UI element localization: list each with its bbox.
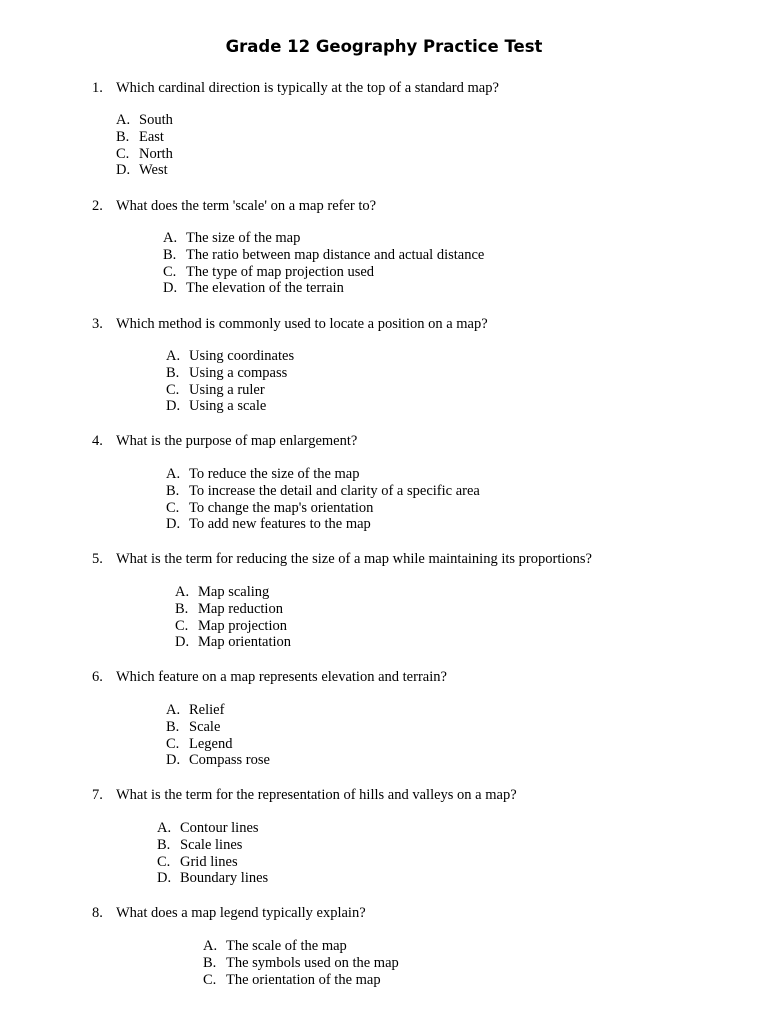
- choice-text: Using a scale: [189, 398, 267, 415]
- choice-5d: [175, 634, 291, 651]
- choice-6c: [166, 736, 270, 753]
- question-number: 7.: [92, 787, 103, 803]
- choices-list-5: [175, 584, 291, 651]
- question-2: [92, 197, 376, 215]
- choice-5a: [175, 584, 291, 601]
- choice-text: The ratio between map distance and actual distance: [186, 246, 485, 263]
- choice-text: Using a compass: [189, 364, 288, 381]
- choice-text: Using coordinates: [189, 348, 295, 364]
- choice-2d: [163, 280, 484, 297]
- choice-letter: C.: [166, 499, 180, 516]
- choice-letter: C.: [166, 735, 180, 752]
- choice-7d: [157, 870, 268, 887]
- choice-letter: C.: [175, 617, 189, 634]
- choice-5c: [175, 618, 291, 635]
- choice-4b: [166, 483, 480, 500]
- choice-letter: C.: [166, 381, 180, 398]
- question-number: 8.: [92, 905, 103, 921]
- choice-text: The size of the map: [186, 230, 301, 246]
- question-3: [92, 315, 488, 333]
- question-text: What does the term 'scale' on a map refer to?: [116, 198, 377, 214]
- choices-list-4: [166, 466, 480, 533]
- choice-letter: D.: [175, 634, 190, 651]
- choice-letter: B.: [166, 482, 180, 499]
- choice-letter: A.: [166, 702, 181, 718]
- choice-letter: A.: [203, 938, 218, 954]
- choice-2c: [163, 264, 484, 281]
- choice-text: Map orientation: [198, 634, 292, 651]
- question-text: Which cardinal direction is typically at the top of a standard map?: [116, 80, 499, 96]
- choice-letter: B.: [116, 128, 130, 145]
- question-4: [92, 432, 357, 450]
- choice-text: Contour lines: [180, 820, 259, 836]
- choice-text: Legend: [189, 735, 233, 752]
- choice-letter: A.: [157, 820, 172, 836]
- choice-letter: A.: [166, 466, 181, 482]
- choice-1a: [116, 112, 173, 129]
- choice-text: Map scaling: [198, 584, 270, 600]
- choice-3a: [166, 348, 294, 365]
- choice-7a: [157, 820, 268, 837]
- choice-1d: [116, 162, 173, 179]
- choice-letter: D.: [116, 162, 131, 179]
- choice-letter: A.: [175, 584, 190, 600]
- question-text: Which feature on a map represents elevation and terrain?: [116, 669, 447, 685]
- choice-2a: [163, 230, 484, 247]
- choice-text: East: [139, 128, 164, 145]
- choices-list-3: [166, 348, 294, 415]
- choice-3c: [166, 382, 294, 399]
- choice-6d: [166, 752, 270, 769]
- choice-text: To add new features to the map: [189, 516, 371, 533]
- choice-7b: [157, 837, 268, 854]
- choice-5b: [175, 601, 291, 618]
- choice-8a: [203, 938, 399, 955]
- choice-text: Scale: [189, 718, 221, 735]
- page-title: Grade 12 Geography Practice Test: [225, 37, 543, 56]
- choice-text: The symbols used on the map: [226, 954, 399, 971]
- choice-text: The scale of the map: [226, 938, 347, 954]
- choices-list-2: [163, 230, 484, 297]
- question-number: 4.: [92, 433, 103, 449]
- choice-letter: B.: [163, 246, 177, 263]
- choice-1b: [116, 129, 173, 146]
- choice-text: North: [139, 145, 173, 162]
- question-number: 2.: [92, 198, 103, 214]
- choice-letter: D.: [166, 516, 181, 533]
- choice-letter: B.: [203, 954, 217, 971]
- choices-list-6: [166, 702, 270, 769]
- question-text: What is the term for reducing the size of a map while maintaining its proportions?: [116, 551, 592, 567]
- choice-letter: D.: [163, 280, 178, 297]
- choice-3b: [166, 365, 294, 382]
- choice-text: To reduce the size of the map: [189, 466, 360, 482]
- question-number: 5.: [92, 551, 103, 567]
- choice-letter: A.: [163, 230, 178, 246]
- choices-list-8: [203, 938, 399, 988]
- choice-1c: [116, 146, 173, 163]
- choice-letter: C.: [163, 263, 177, 280]
- choices-list-1: [116, 112, 173, 179]
- question-number: 6.: [92, 669, 103, 685]
- choice-text: The elevation of the terrain: [186, 280, 344, 297]
- question-text: What is the purpose of map enlargement?: [116, 433, 358, 449]
- choice-2b: [163, 247, 484, 264]
- question-number: 3.: [92, 316, 103, 332]
- choice-4d: [166, 516, 480, 533]
- choice-letter: C.: [157, 853, 171, 870]
- choice-letter: A.: [166, 348, 181, 364]
- question-6: [92, 668, 447, 686]
- choice-text: Relief: [189, 702, 225, 718]
- question-5: [92, 550, 592, 568]
- choice-8b: [203, 955, 399, 972]
- choice-text: West: [139, 162, 168, 179]
- choice-letter: A.: [116, 112, 131, 128]
- choice-text: Map reduction: [198, 600, 283, 617]
- question-number: 1.: [92, 80, 103, 96]
- question-1: [92, 79, 499, 97]
- choice-7c: [157, 854, 268, 871]
- choice-3d: [166, 398, 294, 415]
- choice-letter: C.: [116, 145, 130, 162]
- choice-text: Boundary lines: [180, 870, 269, 887]
- choice-letter: D.: [166, 398, 181, 415]
- choice-6b: [166, 719, 270, 736]
- question-text: Which method is commonly used to locate a position on a map?: [116, 316, 488, 332]
- choice-text: To increase the detail and clarity of a specific area: [189, 482, 480, 499]
- choice-letter: B.: [157, 836, 171, 853]
- choice-4c: [166, 500, 480, 517]
- question-7: [92, 786, 517, 804]
- choice-text: South: [139, 112, 173, 128]
- choice-text: Map projection: [198, 617, 287, 634]
- choice-letter: B.: [166, 364, 180, 381]
- choice-letter: D.: [157, 870, 172, 887]
- question-text: What does a map legend typically explain?: [116, 905, 366, 921]
- choice-letter: C.: [203, 971, 217, 988]
- choice-text: Scale lines: [180, 836, 243, 853]
- choice-8c: [203, 972, 399, 989]
- choice-letter: D.: [166, 752, 181, 769]
- choice-text: Using a ruler: [189, 381, 265, 398]
- choice-text: To change the map's orientation: [189, 499, 374, 516]
- choice-text: The orientation of the map: [226, 971, 381, 988]
- choice-4a: [166, 466, 480, 483]
- choice-letter: B.: [166, 718, 180, 735]
- choice-letter: B.: [175, 600, 189, 617]
- choices-list-7: [157, 820, 268, 887]
- question-text: What is the term for the representation of hills and valleys on a map?: [116, 787, 517, 803]
- choice-text: The type of map projection used: [186, 263, 375, 280]
- question-8: [92, 904, 366, 922]
- choice-6a: [166, 702, 270, 719]
- choice-text: Grid lines: [180, 853, 238, 870]
- choice-text: Compass rose: [189, 752, 270, 769]
